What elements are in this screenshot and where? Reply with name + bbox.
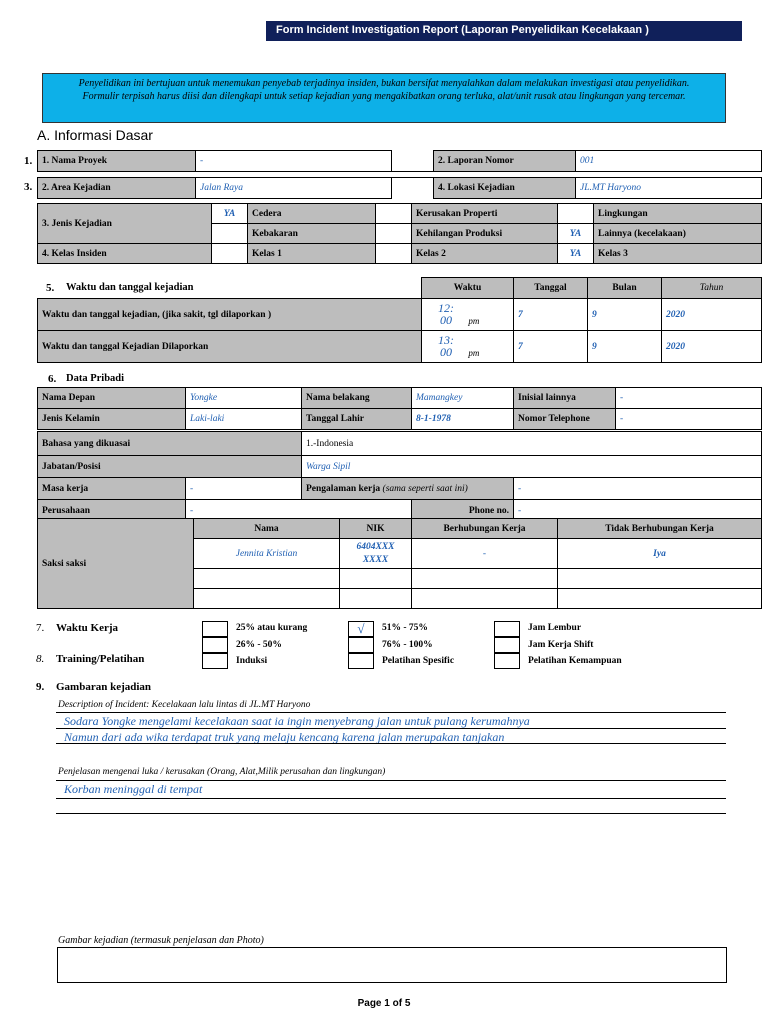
phone-no-field[interactable]: - — [514, 500, 762, 522]
option-pelatihan-kemampuan: Pelatihan Kemampuan — [528, 656, 622, 666]
incident-class-label: 4. Kelas Insiden — [38, 244, 212, 264]
checkbox-cedera[interactable]: YA — [212, 204, 248, 224]
first-name-label: Nama Depan — [38, 388, 186, 409]
class-3: Kelas 3 — [594, 244, 762, 264]
option-overtime: Jam Lembur — [528, 623, 582, 633]
checkbox-lainnya[interactable]: YA — [558, 224, 594, 244]
description-line-2[interactable]: Namun dari ada wika terdapat truk yang melaju kencang karena jalan merupakan tanjakan — [64, 730, 505, 744]
witness-1-name[interactable]: Jennita Kristian — [194, 539, 340, 569]
row-number-3: 3. — [24, 181, 33, 193]
drawing-area[interactable] — [57, 947, 727, 983]
experience-label-text: Pengalaman kerja — [306, 483, 381, 494]
witness-2-name[interactable] — [194, 569, 340, 589]
witness-table — [37, 518, 762, 609]
initials-field[interactable]: - — [616, 388, 762, 409]
checkbox-kelas-1[interactable] — [212, 244, 248, 264]
reported-year-field[interactable]: 2020 — [662, 331, 762, 363]
phone-number-label: Nomor Telephone — [514, 409, 616, 430]
tenure-field[interactable]: - — [186, 478, 302, 500]
incident-time-ampm: pm — [468, 316, 480, 326]
checkbox-induksi[interactable] — [202, 653, 228, 669]
option-shift: Jam Kerja Shift — [528, 640, 594, 650]
checkbox-pelatihan-spesific[interactable] — [348, 653, 374, 669]
reported-time-field[interactable] — [422, 331, 514, 363]
checkbox-pelatihan-kemampuan[interactable] — [494, 653, 520, 669]
language-field[interactable]: 1.-Indonesia — [302, 432, 762, 456]
tenure-label: Masa kerja — [38, 478, 186, 500]
reported-day-field[interactable]: 7 — [514, 331, 588, 363]
witness-1-nik[interactable]: 6404XXX XXXX — [340, 539, 412, 569]
dob-field[interactable]: 8-1-1978 — [412, 409, 514, 430]
option-76-percent: 76% - 100% — [382, 640, 433, 650]
checkbox-kebakaran[interactable] — [212, 224, 248, 244]
initials-label: Inisial lainnya — [514, 388, 616, 409]
section-9-title: Gambaran kejadian — [56, 681, 152, 693]
incident-time-field[interactable] — [422, 299, 514, 331]
witness-label: Saksi saksi — [38, 519, 194, 609]
witness-3-name[interactable] — [194, 589, 340, 609]
type-kehilangan-produksi: Kehilangan Produksi — [412, 224, 558, 244]
header-bulan: Bulan — [588, 278, 662, 299]
incident-time-value: 12: 00 — [438, 301, 454, 327]
witness-2-unrelated[interactable] — [558, 569, 762, 589]
witness-header-related: Berhubungan Kerja — [412, 519, 558, 539]
option-pelatihan-spesific: Pelatihan Spesific — [382, 656, 455, 666]
section-5-title: Waktu dan tanggal kejadian — [66, 282, 194, 293]
witness-2-related[interactable] — [412, 569, 558, 589]
header-waktu: Waktu — [422, 278, 514, 299]
position-field[interactable]: Warga Sipil — [302, 456, 762, 478]
section-6-number: 6. — [48, 373, 57, 385]
section-8-number: 8. — [36, 653, 45, 665]
first-name-field[interactable]: Yongke — [186, 388, 302, 409]
experience-note: (sama seperti saat ini) — [382, 483, 468, 494]
type-kebakaran: Kebakaran — [248, 224, 376, 244]
reported-time-ampm: pm — [468, 348, 480, 358]
section-5-number: 5. — [46, 282, 55, 294]
checkbox-lingkungan[interactable] — [558, 204, 594, 224]
injury-line-1[interactable]: Korban meninggal di tempat — [64, 782, 203, 796]
datetime-table — [37, 277, 762, 363]
experience-field[interactable]: - — [514, 478, 762, 500]
incident-area-label: 2. Area Kejadian — [38, 178, 196, 199]
company-field[interactable]: - — [186, 500, 412, 522]
drawing-label: Gambar kejadian (termasuk penjelasan dan Photo) — [58, 935, 264, 946]
description-line-1[interactable]: Sodara Yongke mengelami kecelakaan saat ia ingin menyebrang jalan untuk pulang kerumahnya — [64, 714, 530, 728]
incident-year-field[interactable]: 2020 — [662, 299, 762, 331]
class-1: Kelas 1 — [248, 244, 376, 264]
section-7-title: Waktu Kerja — [56, 622, 119, 634]
company-label: Perusahaan — [38, 500, 186, 522]
experience-label — [302, 478, 514, 500]
checkbox-shift[interactable] — [494, 637, 520, 653]
witness-3-nik[interactable] — [340, 589, 412, 609]
option-25-percent: 25% atau kurang — [236, 623, 308, 633]
intro-note: Penyelidikan ini bertujuan untuk menemukan penyebab terjadinya insiden, bukan bersifat menyalahkan dalam melakukan investigasi atau penyelidikan. Formulir terpisah harus diisi dan dilengkapi untuk setiap kejadian yang mengakibatkan orang terluka, alat/unit rusak atau lingkungan yang tercemar. — [42, 73, 726, 123]
checkbox-25-percent[interactable] — [202, 621, 228, 637]
option-51-percent: 51% - 75% — [382, 623, 428, 633]
phone-no-label: Phone no. — [412, 500, 514, 522]
last-name-label: Nama belakang — [302, 388, 412, 409]
section-6-title: Data Pribadi — [66, 373, 125, 384]
incident-location-label: 4. Lokasi Kejadian — [434, 178, 576, 199]
position-label: Jabatan/Posisi — [38, 456, 302, 478]
form-title-banner: Form Incident Investigation Report (Laporan Penyelidikan Kecelakaan ) — [266, 21, 742, 41]
incident-datetime-label: Waktu dan tanggal kejadian, (jika sakit, tgl dilaporkan ) — [38, 299, 422, 331]
witness-header-unrelated: Tidak Berhubungan Kerja — [558, 519, 762, 539]
type-lingkungan: Lingkungan — [594, 204, 762, 224]
witness-header-name: Nama — [194, 519, 340, 539]
checkbox-kelas-3[interactable]: YA — [558, 244, 594, 264]
phone-number-field[interactable]: - — [616, 409, 762, 430]
incident-location-field[interactable]: JL.MT Haryono — [576, 178, 762, 199]
incident-type-table — [37, 203, 762, 264]
type-kerusakan-properti: Kerusakan Properti — [412, 204, 558, 224]
dob-label: Tanggal Lahir — [302, 409, 412, 430]
personal-data-table — [37, 387, 762, 522]
option-26-percent: 26% - 50% — [236, 640, 282, 650]
report-number-label: 2. Laporan Nomor — [434, 151, 576, 172]
section-a-title: A. Informasi Dasar — [37, 127, 153, 143]
witness-2-nik[interactable] — [340, 569, 412, 589]
checkbox-51-percent[interactable]: √ — [348, 621, 374, 637]
reported-datetime-label: Waktu dan tanggal Kejadian Dilaporkan — [38, 331, 422, 363]
incident-day-field[interactable]: 7 — [514, 299, 588, 331]
reported-time-value: 13: 00 — [438, 333, 454, 359]
description-label: Description of Incident: Kecelakaan lalu lintas di JL.MT Haryono — [58, 700, 311, 710]
section-9-number: 9. — [36, 681, 45, 693]
checkbox-overtime[interactable] — [494, 621, 520, 637]
witness-1-unrelated[interactable]: Iya — [558, 539, 762, 569]
report-number-field[interactable]: 001 — [576, 151, 762, 172]
section-7-number: 7. — [36, 622, 45, 634]
checkbox-kelas-2[interactable] — [376, 244, 412, 264]
header-tanggal: Tanggal — [514, 278, 588, 299]
gender-field[interactable]: Laki-laki — [186, 409, 302, 430]
witness-3-related[interactable] — [412, 589, 558, 609]
section-8-title: Training/Pelatihan — [56, 653, 145, 665]
project-name-label: 1. Nama Proyek — [38, 151, 196, 172]
checkbox-kerusakan[interactable] — [376, 204, 412, 224]
witness-1-related[interactable]: - — [412, 539, 558, 569]
page-number: Page 1 of 5 — [357, 998, 411, 1009]
injury-label: Penjelasan mengenai luka / kerusakan (Orang, Alat,Milik perusahan dan lingkungan) — [58, 767, 386, 777]
class-2: Kelas 2 — [412, 244, 558, 264]
type-lainnya: Lainnya (kecelakaan) — [594, 224, 762, 244]
last-name-field[interactable]: Mamangkey — [412, 388, 514, 409]
checkbox-kehilangan[interactable] — [376, 224, 412, 244]
checkbox-76-percent[interactable] — [348, 637, 374, 653]
row-number-1: 1. — [24, 155, 33, 167]
header-tahun: Tahun — [662, 278, 762, 299]
checkbox-26-percent[interactable] — [202, 637, 228, 653]
reported-month-field[interactable]: 9 — [588, 331, 662, 363]
option-induksi: Induksi — [236, 656, 268, 666]
witness-header-nik: NIK — [340, 519, 412, 539]
incident-type-label: 3. Jenis Kejadian — [38, 204, 212, 244]
basic-info-table — [37, 150, 762, 199]
gender-label: Jenis Kelamin — [38, 409, 186, 430]
incident-month-field[interactable]: 9 — [588, 299, 662, 331]
type-cedera: Cedera — [248, 204, 376, 224]
language-label: Bahasa yang dikuasai — [38, 432, 302, 456]
project-name-field[interactable]: - — [196, 151, 392, 172]
witness-3-unrelated[interactable] — [558, 589, 762, 609]
incident-area-field[interactable]: Jalan Raya — [196, 178, 392, 199]
